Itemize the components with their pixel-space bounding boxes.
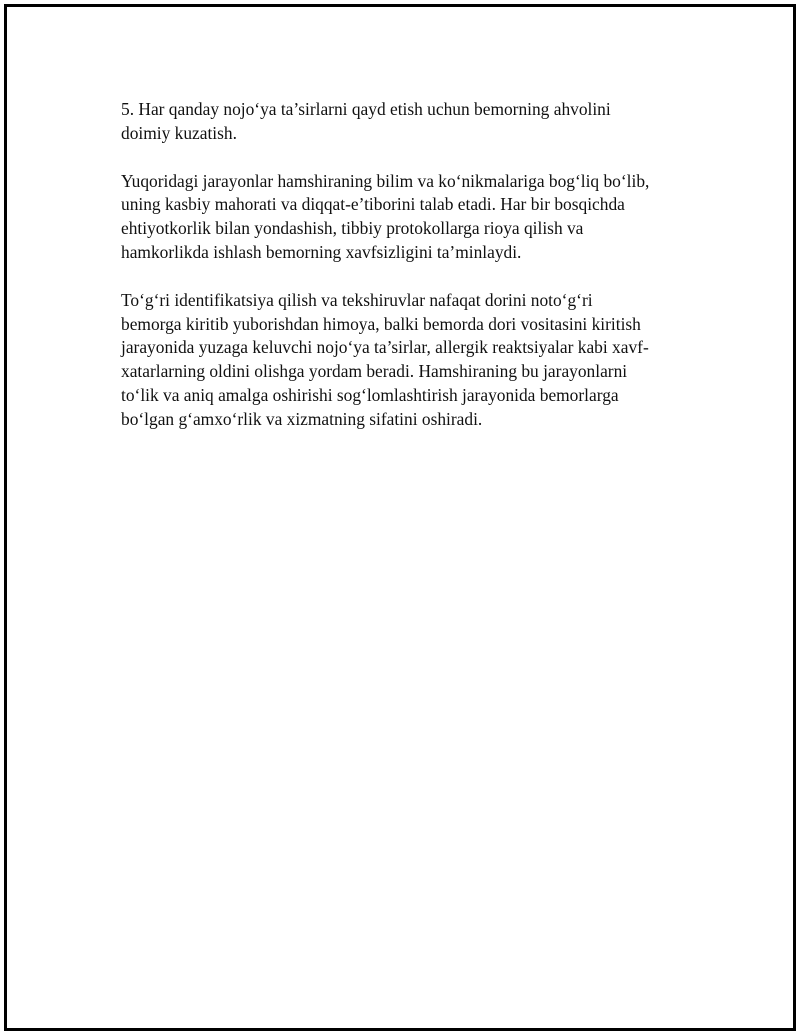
text-line: ehtiyotkorlik bilan yondashish, tibbiy protokollarga rioya qilish va [121,218,584,239]
text-line: Yuqoridagi jarayonlar hamshiraning bilim va ko‘nikmalariga bog‘liq bo‘lib, [121,170,650,191]
text-line: jarayonida yuzaga keluvchi nojo‘ya ta’sirlar, allergik reaktsiyalar kabi xavf- [121,337,649,358]
text-line: doimiy kuzatish. [121,122,237,143]
text-line: To‘g‘ri identifikatsiya qilish va tekshiruvlar nafaqat dorini noto‘g‘ri [121,289,593,310]
text-line: uning kasbiy mahorati va diqqat-e’tiborini talab etadi. Har bir bosqichda [121,194,625,215]
text-line: to‘lik va aniq amalga oshirishi sog‘lomlashtirish jarayonida bemorlarga [121,384,619,405]
text-line: bemorga kiritib yuborishdan himoya, balki bemorda dori vositasini kiritish [121,313,641,334]
text-line: 5. Har qanday nojo‘ya ta’sirlarni qayd etish uchun bemorning ahvolini [121,99,611,119]
text-line: bo‘lgan g‘amxo‘rlik va xizmatning sifatini oshiradi. [121,408,483,429]
document-body [121,98,701,456]
paragraph-identification [121,289,701,432]
paragraph-monitoring [121,98,701,146]
paragraph-nurse-skills [121,170,701,265]
page-frame [4,4,796,1031]
text-line: hamkorlikda ishlash bemorning xavfsizligini ta’minlaydi. [121,241,522,262]
text-line: xatarlarning oldini olishga yordam beradi. Hamshiraning bu jarayonlarni [121,361,628,382]
